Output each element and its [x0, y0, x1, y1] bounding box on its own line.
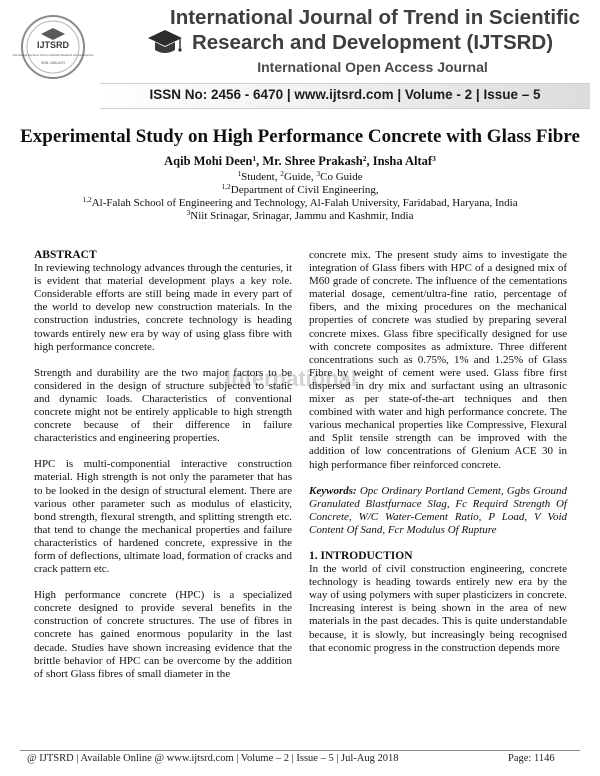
paper-title: Experimental Study on High Performance Concrete with Glass Fibre — [20, 126, 580, 147]
author-mark: 2 — [362, 154, 367, 163]
abstract-paragraph-5: concrete mix. The present study aims to investigate the integration of Glass fibers with HPC of a designed mix of M60 grade of concrete. The influence of the cementations material dosage, cement/ultra-fine ratio, percentage of fibers, and the mixing procedures on the mechanical properties of concrete was studied by preparing several concrete mixes. Glass fibre specifically designed for use with concrete composites as admixture. Three different concentrations such as 0.75%, 1% and 1.25% of Glass Fibre by weight of cement were used. Glass fibre first dispersed in dry mix and surfactant using an ultrasonic mixer as per state-of-the-art techniques and then combined with water and high performance concrete. The various mechanical properties like Compressive, Flexural and Split tensile strength can be improved with the addition of low concentrations of Glenium ACE 30 in high performance fiber reinforced concrete. — [309, 249, 567, 471]
footer-divider — [20, 750, 580, 751]
author-name: Aqib Mohi Deen — [164, 154, 253, 168]
role-text: Guide, — [284, 171, 317, 183]
affiliation-university — [20, 197, 580, 210]
author-list — [20, 154, 580, 169]
footer-citation: @ IJTSRD | Available Online @ www.ijtsrd.com | Volume – 2 | Issue – 5 | Jul-Aug 2018 — [27, 753, 399, 764]
author-mark: 3 — [432, 154, 436, 163]
watermark-text: International — [225, 366, 358, 391]
ijtsrd-logo — [12, 14, 94, 80]
author-name: Insha Altaf — [372, 154, 433, 168]
keywords-text: Opc Ordinary Portland Cement, Ggbs Ground Granulated Blastfurnace Slag, Fc Requird Strength Of Concrete, W/C Water-Cement Ratio, P Load, V Void Content Of Sand, Fcr Modulus Of Rupture — [309, 484, 567, 536]
journal-name-line2: Research and Development (IJTSRD) — [191, 31, 554, 54]
right-column — [309, 249, 567, 655]
role-text: Student, — [241, 171, 281, 183]
role-mark: 3 — [316, 169, 321, 178]
logo-subtitle: International Journal of Trend in Scientific Research and Development — [12, 54, 94, 57]
keywords — [309, 485, 567, 537]
open-access-label: International Open Access Journal — [257, 59, 488, 75]
affiliation-mark: 1,2 — [221, 182, 231, 191]
introduction-heading: 1. INTRODUCTION — [309, 549, 413, 562]
page-number: Page: 1146 — [508, 753, 555, 764]
affiliation-text: Department of Civil Engineering, — [230, 184, 379, 196]
role-text: Co Guide — [320, 171, 363, 183]
abstract-heading: ABSTRACT — [34, 249, 97, 261]
author-name: Mr. Shree Prakash — [262, 154, 363, 168]
author-mark: 1 — [252, 154, 257, 163]
introduction-paragraph-1: In the world of civil construction engineering, concrete technology is heading towards entirely new era by the way of using polymers with super plasticizers in concrete. Increasing interest is being shown in the area of new materials in the past decades. This is quite understandable because, it is slowly, but increasingly being recognised that economic progress in the construction depends more — [309, 563, 567, 654]
abstract-paragraph-3: HPC is multi-componential interactive construction material. High strength is not only the parameter that has to be looked in the design of structural element. There are various other parameter such as modulus of elasticity, bond strength, flexural strength, and splitting strength etc. that tend to change the mechanical properties and failure characteristics of hardened concrete, expressive in the form of deflections, ultimate load, formation of cracks and crack pattern etc. — [34, 458, 292, 576]
affiliation-mark: 3 — [186, 208, 191, 217]
logo-text: IJTSRD — [36, 40, 70, 50]
affiliation-department — [20, 184, 580, 197]
affiliation-text: Al-Falah School of Engineering and Technology, Al-Falah University, Faridabad, Haryana, India — [91, 197, 518, 209]
abstract-paragraph-4: High performance concrete (HPC) is a specialized concrete designed to provide several benefits in the construction of concrete structures. The use of fibres in concrete has gained enormous popularity in the last decade. Studies have shown increasing evidence that the brittle behavior of HPC can be overcome by the addition of short Glass fibres of small diameter in the — [34, 589, 292, 680]
issn-band — [100, 83, 590, 109]
role-mark: 2 — [280, 169, 284, 178]
journal-masthead — [0, 0, 600, 113]
author-separator: , — [366, 154, 373, 168]
left-column — [34, 249, 292, 681]
logo-issn: ISSN: 2456-6470 — [40, 61, 66, 65]
author-separator: , — [256, 154, 263, 168]
affiliation-mark: 1,2 — [82, 195, 92, 204]
abstract-paragraph-1: In reviewing technology advances through the centuries, it is evident that material development plays a key role. Considerable efforts are still being made in every part of the world to develop new construction materials. In the construction industries, concrete technology is heading towards entirely new era by way of using glass fibre with high performance concrete. — [34, 262, 292, 353]
affiliation-niit — [20, 210, 580, 223]
author-roles — [20, 171, 580, 184]
affiliation-text: Niit Srinagar, Srinagar, Jammu and Kashmir, India — [190, 210, 414, 222]
journal-name-line1: International Journal of Trend in Scientific — [170, 6, 581, 29]
issn-volume-issue: ISSN No: 2456 - 6470 | www.ijtsrd.com | Volume - 2 | Issue – 5 — [149, 87, 541, 102]
role-mark: 1 — [237, 169, 242, 178]
abstract-paragraph-2: Strength and durability are the two major factors to be considered in the design of structure subjected to static and dynamic loads. Characteristics of conventional concrete might not be entirely applicable to high strength concrete because of their difference in failure characteristics and engineering properties. — [34, 366, 292, 445]
keywords-label: Keywords: — [309, 484, 357, 497]
